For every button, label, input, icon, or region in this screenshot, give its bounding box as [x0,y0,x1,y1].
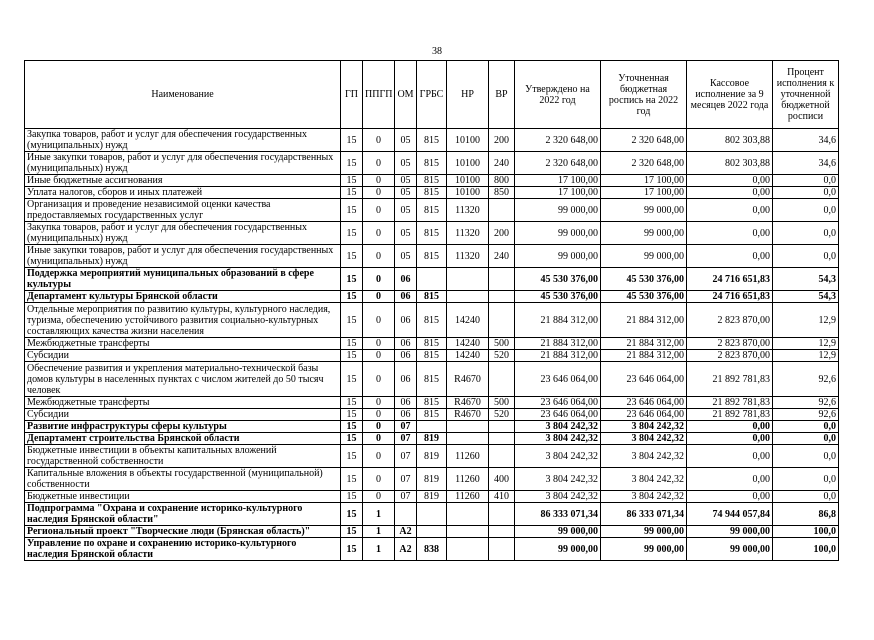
cell-vr [489,291,515,303]
cell-percent: 0,0 [773,445,839,468]
cell-ppgp: 0 [363,362,395,397]
cell-refined: 99 000,00 [601,245,687,268]
header-grbs: ГРБС [417,61,447,129]
cell-refined: 99 000,00 [601,199,687,222]
table-row [25,222,839,245]
cell-grbs: 815 [417,362,447,397]
cell-vr [489,421,515,433]
cell-approved: 45 530 376,00 [515,268,601,291]
cell-gp: 15 [341,187,363,199]
cell-approved: 86 333 071,34 [515,503,601,526]
cell-vr: 520 [489,409,515,421]
cell-ppgp: 0 [363,268,395,291]
cell-grbs: 815 [417,222,447,245]
table-row [25,303,839,338]
cell-om: 06 [395,338,417,350]
cell-percent: 12,9 [773,338,839,350]
cell-np: R4670 [447,409,489,421]
cell-gp: 15 [341,421,363,433]
cell-cash: 99 000,00 [687,526,773,538]
cell-np: 11260 [447,445,489,468]
cell-name: Департамент строительства Брянской области [25,433,341,445]
page-number: 38 [432,46,442,57]
cell-grbs: 815 [417,338,447,350]
cell-ppgp: 1 [363,503,395,526]
cell-om: 06 [395,350,417,362]
cell-np: 14240 [447,338,489,350]
cell-om: 06 [395,291,417,303]
cell-gp: 15 [341,291,363,303]
cell-vr: 800 [489,175,515,187]
cell-cash: 0,00 [687,468,773,491]
cell-refined: 3 804 242,32 [601,433,687,445]
cell-percent: 92,6 [773,362,839,397]
cell-gp: 15 [341,175,363,187]
cell-np: 14240 [447,303,489,338]
cell-cash: 74 944 057,84 [687,503,773,526]
cell-refined: 45 530 376,00 [601,268,687,291]
cell-ppgp: 0 [363,397,395,409]
cell-vr [489,303,515,338]
header-vr: ВР [489,61,515,129]
cell-np: 11260 [447,468,489,491]
cell-ppgp: 0 [363,187,395,199]
cell-cash: 0,00 [687,175,773,187]
table-row [25,245,839,268]
cell-om: 05 [395,152,417,175]
cell-cash: 0,00 [687,187,773,199]
cell-np [447,433,489,445]
cell-vr [489,199,515,222]
cell-approved: 99 000,00 [515,222,601,245]
cell-om: 06 [395,409,417,421]
cell-vr [489,445,515,468]
cell-name: Субсидии [25,350,341,362]
cell-ppgp: 0 [363,491,395,503]
cell-percent: 12,9 [773,303,839,338]
cell-gp: 15 [341,129,363,152]
cell-gp: 15 [341,199,363,222]
cell-ppgp: 0 [363,409,395,421]
table-row [25,421,839,433]
cell-np: 10100 [447,187,489,199]
cell-refined: 21 884 312,00 [601,303,687,338]
cell-vr [489,362,515,397]
cell-grbs: 819 [417,491,447,503]
cell-percent: 0,0 [773,199,839,222]
cell-percent: 0,0 [773,175,839,187]
cell-percent: 92,6 [773,397,839,409]
cell-vr: 200 [489,129,515,152]
cell-om: 06 [395,397,417,409]
cell-approved: 99 000,00 [515,538,601,561]
cell-ppgp: 0 [363,350,395,362]
cell-gp: 15 [341,445,363,468]
cell-grbs: 815 [417,152,447,175]
cell-refined: 21 884 312,00 [601,338,687,350]
cell-approved: 17 100,00 [515,175,601,187]
table-row [25,268,839,291]
cell-np: 11260 [447,491,489,503]
cell-percent: 0,0 [773,187,839,199]
cell-grbs: 815 [417,187,447,199]
cell-name: Иные закупки товаров, работ и услуг для обеспечения государственных (муниципальных) нужд [25,152,341,175]
cell-percent: 92,6 [773,409,839,421]
cell-approved: 17 100,00 [515,187,601,199]
cell-grbs: 815 [417,303,447,338]
cell-name: Региональный проект "Творческие люди (Брянская область)" [25,526,341,538]
header-np: НР [447,61,489,129]
cell-refined: 23 646 064,00 [601,409,687,421]
cell-ppgp: 0 [363,291,395,303]
cell-cash: 24 716 651,83 [687,268,773,291]
cell-om: 05 [395,187,417,199]
cell-cash: 21 892 781,83 [687,397,773,409]
cell-om: 06 [395,303,417,338]
cell-name: Иные бюджетные ассигнования [25,175,341,187]
header-approved: Утверждено на 2022 год [515,61,601,129]
cell-refined: 99 000,00 [601,538,687,561]
cell-cash: 2 823 870,00 [687,303,773,338]
cell-cash: 0,00 [687,199,773,222]
cell-gp: 15 [341,538,363,561]
cell-percent: 0,0 [773,245,839,268]
cell-vr [489,268,515,291]
table-row [25,187,839,199]
cell-grbs: 815 [417,291,447,303]
cell-gp: 15 [341,433,363,445]
cell-approved: 99 000,00 [515,526,601,538]
cell-ppgp: 0 [363,338,395,350]
table-row [25,397,839,409]
table-row [25,538,839,561]
cell-ppgp: 0 [363,222,395,245]
cell-cash: 2 823 870,00 [687,350,773,362]
cell-om: A2 [395,538,417,561]
cell-refined: 45 530 376,00 [601,291,687,303]
cell-ppgp: 0 [363,303,395,338]
table-row [25,445,839,468]
cell-gp: 15 [341,268,363,291]
header-ppgp: ППГП [363,61,395,129]
cell-gp: 15 [341,152,363,175]
cell-ppgp: 0 [363,468,395,491]
cell-percent: 100,0 [773,538,839,561]
cell-percent: 34,6 [773,152,839,175]
table-row [25,129,839,152]
cell-np: 11320 [447,199,489,222]
table-row [25,175,839,187]
table-header-row [25,61,839,129]
cell-np [447,421,489,433]
cell-grbs: 819 [417,445,447,468]
table-row [25,468,839,491]
cell-name: Иные закупки товаров, работ и услуг для обеспечения государственных (муниципальных) нужд [25,245,341,268]
cell-om: 07 [395,421,417,433]
cell-gp: 15 [341,362,363,397]
header-om: ОМ [395,61,417,129]
cell-approved: 2 320 648,00 [515,152,601,175]
cell-cash: 0,00 [687,421,773,433]
cell-gp: 15 [341,491,363,503]
cell-vr: 500 [489,338,515,350]
cell-np: 14240 [447,350,489,362]
cell-approved: 21 884 312,00 [515,338,601,350]
cell-ppgp: 1 [363,526,395,538]
cell-np: R4670 [447,362,489,397]
cell-om: 05 [395,245,417,268]
cell-grbs [417,503,447,526]
cell-name: Департамент культуры Брянской области [25,291,341,303]
cell-ppgp: 1 [363,538,395,561]
cell-np [447,538,489,561]
cell-gp: 15 [341,222,363,245]
cell-ppgp: 0 [363,421,395,433]
cell-refined: 23 646 064,00 [601,397,687,409]
cell-om: A2 [395,526,417,538]
cell-approved: 99 000,00 [515,199,601,222]
cell-om: 06 [395,268,417,291]
cell-om [395,503,417,526]
cell-grbs: 815 [417,199,447,222]
cell-om: 07 [395,491,417,503]
cell-cash: 0,00 [687,433,773,445]
cell-cash: 21 892 781,83 [687,362,773,397]
cell-vr: 410 [489,491,515,503]
cell-name: Уплата налогов, сборов и иных платежей [25,187,341,199]
cell-cash: 0,00 [687,445,773,468]
table-row [25,433,839,445]
cell-refined: 3 804 242,32 [601,421,687,433]
cell-refined: 86 333 071,34 [601,503,687,526]
cell-approved: 23 646 064,00 [515,397,601,409]
cell-cash: 21 892 781,83 [687,409,773,421]
cell-refined: 3 804 242,32 [601,491,687,503]
cell-percent: 86,8 [773,503,839,526]
header-percent: Процент исполнения к уточненной бюджетной росписи [773,61,839,129]
cell-grbs: 838 [417,538,447,561]
cell-gp: 15 [341,338,363,350]
table-row [25,350,839,362]
cell-name: Управление по охране и сохранению историко-культурного наследия Брянской области [25,538,341,561]
cell-cash: 802 303,88 [687,129,773,152]
cell-percent: 0,0 [773,491,839,503]
cell-refined: 21 884 312,00 [601,350,687,362]
cell-refined: 99 000,00 [601,526,687,538]
cell-gp: 15 [341,468,363,491]
cell-om: 05 [395,199,417,222]
cell-np [447,526,489,538]
table-row [25,526,839,538]
cell-name: Организация и проведение независимой оценки качества предоставляемых государственных услуг [25,199,341,222]
table-row [25,491,839,503]
cell-np: 10100 [447,129,489,152]
cell-approved: 3 804 242,32 [515,491,601,503]
cell-percent: 54,3 [773,268,839,291]
cell-name: Поддержка мероприятий муниципальных образований в сфере культуры [25,268,341,291]
cell-percent: 0,0 [773,222,839,245]
cell-vr: 520 [489,350,515,362]
cell-percent: 12,9 [773,350,839,362]
cell-np [447,268,489,291]
cell-vr: 240 [489,245,515,268]
cell-gp: 15 [341,350,363,362]
table-row [25,409,839,421]
cell-approved: 3 804 242,32 [515,421,601,433]
cell-cash: 0,00 [687,222,773,245]
cell-np: 11320 [447,222,489,245]
table-row [25,503,839,526]
cell-approved: 21 884 312,00 [515,350,601,362]
cell-grbs: 815 [417,245,447,268]
cell-cash: 24 716 651,83 [687,291,773,303]
cell-approved: 23 646 064,00 [515,409,601,421]
cell-vr [489,526,515,538]
cell-vr [489,538,515,561]
cell-np [447,291,489,303]
cell-name: Капитальные вложения в объекты государственной (муниципальной) собственности [25,468,341,491]
cell-refined: 2 320 648,00 [601,152,687,175]
cell-vr [489,433,515,445]
cell-ppgp: 0 [363,129,395,152]
cell-vr: 850 [489,187,515,199]
cell-name: Закупка товаров, работ и услуг для обеспечения государственных (муниципальных) нужд [25,222,341,245]
cell-gp: 15 [341,303,363,338]
cell-grbs: 819 [417,468,447,491]
table-row [25,362,839,397]
cell-ppgp: 0 [363,245,395,268]
header-refined: Уточненная бюджетная роспись на 2022 год [601,61,687,129]
cell-percent: 34,6 [773,129,839,152]
table-row [25,291,839,303]
cell-np [447,503,489,526]
cell-ppgp: 0 [363,445,395,468]
cell-cash: 99 000,00 [687,538,773,561]
cell-cash: 2 823 870,00 [687,338,773,350]
cell-refined: 3 804 242,32 [601,445,687,468]
cell-percent: 54,3 [773,291,839,303]
cell-om: 07 [395,433,417,445]
cell-ppgp: 0 [363,152,395,175]
cell-om: 07 [395,468,417,491]
cell-grbs: 815 [417,175,447,187]
cell-grbs: 819 [417,433,447,445]
table-row [25,199,839,222]
cell-om: 07 [395,445,417,468]
cell-approved: 45 530 376,00 [515,291,601,303]
cell-percent: 0,0 [773,421,839,433]
cell-ppgp: 0 [363,175,395,187]
cell-np: 10100 [447,175,489,187]
table-body [25,129,839,561]
cell-gp: 15 [341,245,363,268]
cell-om: 05 [395,129,417,152]
table-row [25,152,839,175]
cell-gp: 15 [341,503,363,526]
cell-grbs [417,268,447,291]
cell-gp: 15 [341,526,363,538]
cell-grbs: 815 [417,350,447,362]
cell-name: Развитие инфраструктуры сферы культуры [25,421,341,433]
cell-name: Межбюджетные трансферты [25,397,341,409]
header-name: Наименование [25,61,341,129]
table-row [25,338,839,350]
cell-refined: 23 646 064,00 [601,362,687,397]
cell-name: Субсидии [25,409,341,421]
cell-name: Обеспечение развития и укрепления материально-технической базы домов культуры в населенных пунктах с числом жителей до 50 тысяч человек [25,362,341,397]
cell-percent: 0,0 [773,433,839,445]
cell-vr [489,503,515,526]
cell-approved: 3 804 242,32 [515,433,601,445]
cell-approved: 99 000,00 [515,245,601,268]
cell-grbs: 815 [417,129,447,152]
cell-gp: 15 [341,409,363,421]
cell-name: Межбюджетные трансферты [25,338,341,350]
header-cash: Кассовое исполнение за 9 месяцев 2022 года [687,61,773,129]
cell-ppgp: 0 [363,433,395,445]
cell-cash: 0,00 [687,491,773,503]
cell-om: 05 [395,175,417,187]
cell-refined: 99 000,00 [601,222,687,245]
cell-refined: 2 320 648,00 [601,129,687,152]
cell-ppgp: 0 [363,199,395,222]
cell-gp: 15 [341,397,363,409]
cell-percent: 100,0 [773,526,839,538]
cell-name: Бюджетные инвестиции [25,491,341,503]
cell-percent: 0,0 [773,468,839,491]
cell-vr: 500 [489,397,515,409]
cell-om: 05 [395,222,417,245]
cell-cash: 0,00 [687,245,773,268]
cell-grbs [417,526,447,538]
cell-vr: 240 [489,152,515,175]
cell-refined: 3 804 242,32 [601,468,687,491]
cell-approved: 3 804 242,32 [515,445,601,468]
cell-name: Отдельные мероприятия по развитию культуры, культурного наследия, туризма, обеспечению устойчивого развития социально-культурных составляющих качества жизни населения [25,303,341,338]
cell-vr: 200 [489,222,515,245]
cell-approved: 2 320 648,00 [515,129,601,152]
cell-name: Бюджетные инвестиции в объекты капитальных вложений государственной собственности [25,445,341,468]
cell-grbs: 815 [417,409,447,421]
budget-table [24,60,839,561]
cell-np: R4670 [447,397,489,409]
cell-np: 11320 [447,245,489,268]
cell-approved: 23 646 064,00 [515,362,601,397]
cell-name: Закупка товаров, работ и услуг для обеспечения государственных (муниципальных) нужд [25,129,341,152]
cell-cash: 802 303,88 [687,152,773,175]
cell-np: 10100 [447,152,489,175]
cell-grbs: 815 [417,397,447,409]
cell-vr: 400 [489,468,515,491]
cell-refined: 17 100,00 [601,187,687,199]
cell-grbs [417,421,447,433]
cell-om: 06 [395,362,417,397]
cell-refined: 17 100,00 [601,175,687,187]
header-gp: ГП [341,61,363,129]
cell-approved: 21 884 312,00 [515,303,601,338]
cell-approved: 3 804 242,32 [515,468,601,491]
cell-name: Подпрограмма "Охрана и сохранение историко-культурного наследия Брянской области" [25,503,341,526]
